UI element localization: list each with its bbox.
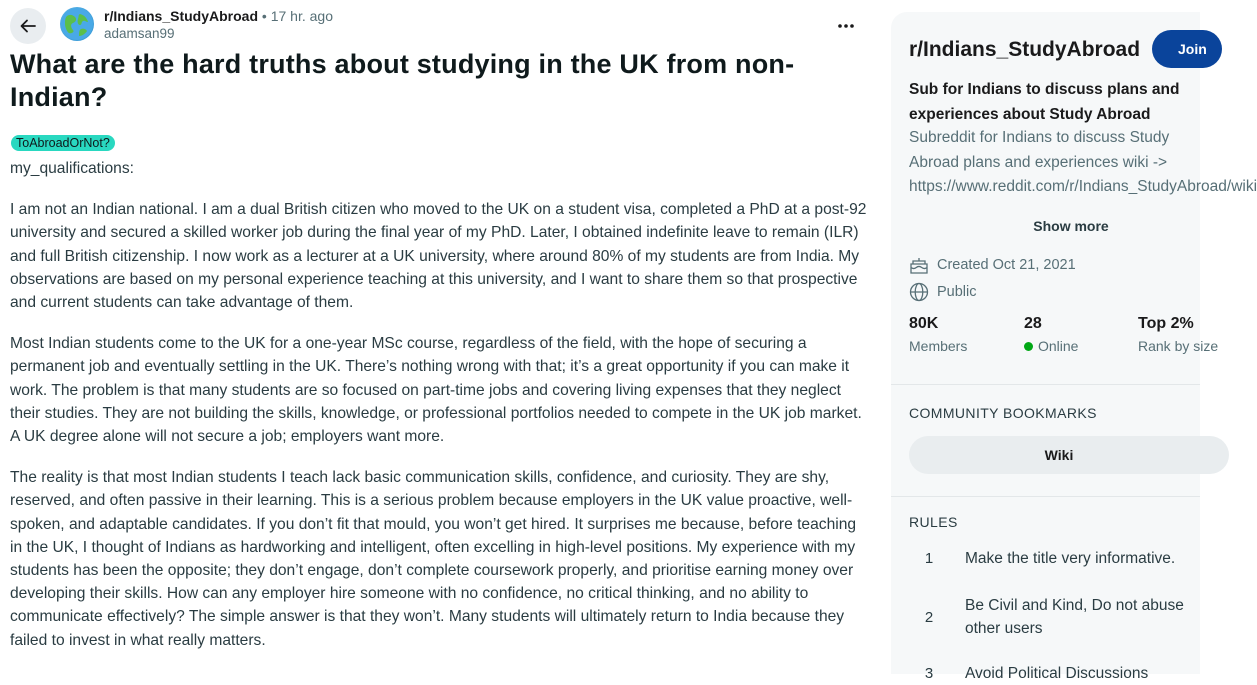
- rule-text: Be Civil and Kind, Do not abuse other users: [965, 597, 1184, 637]
- body-paragraph: Most Indian students come to the UK for a one-year MSc course, regardless of the field, with the hope of securing a permanent job and eventually settling in the UK. There’s nothing wrong with that; it’s a great opportunity if you can make it work. The problem is that many students are so focused on part-time jobs and covering living expenses that they neglect their studies. They are not building the skills, knowledge, or professional portfolios needed to compete in the UK job market. A UK degree alone will not secure a job; employers want more.: [10, 335, 862, 446]
- more-options-button[interactable]: [832, 12, 860, 40]
- rules-heading: RULES: [909, 514, 958, 530]
- rule-item[interactable]: [909, 594, 1209, 640]
- bookmarks-heading: COMMUNITY BOOKMARKS: [909, 405, 1097, 421]
- subreddit-link[interactable]: r/Indians_StudyAbroad: [104, 8, 259, 24]
- rule-number: 2: [924, 608, 934, 626]
- author-link[interactable]: adamsan99: [104, 26, 175, 41]
- stat-label: Rank by size: [1138, 338, 1219, 354]
- visibility-row: [909, 282, 977, 302]
- description-link[interactable]: https://www.reddit.com/r/Indians_StudyAbroad/wiki: [909, 178, 1257, 195]
- more-horizontal-icon: [837, 23, 855, 29]
- globe-icon: [60, 7, 94, 41]
- meta-separator: •: [261, 8, 267, 24]
- sidebar-divider: [891, 496, 1200, 497]
- description-line: Abroad plans and experiences wiki ->: [909, 153, 1168, 171]
- community-sidebar: [891, 12, 1257, 682]
- sidebar-divider: [891, 384, 1200, 385]
- body-paragraph: I am not an Indian national. I am a dual British citizen who moved to the UK on a student visa, completed a PhD at a post-92 university and secured a skilled worker job during the final year of my PhD. Later, I obtained indefinite leave to remain (ILR) and full British citizenship. I now work as a lecturer at a UK university, where around 80% of my students are from India. My observations are based on my personal experience teaching at this university, and I want to share them so that prospective and current students can take advantage of them.: [10, 201, 867, 312]
- rule-item[interactable]: [909, 547, 1209, 570]
- online-indicator-icon: [1024, 342, 1033, 351]
- rule-number: 1: [924, 550, 934, 567]
- community-description: [909, 126, 1257, 200]
- post-header: [10, 4, 870, 44]
- show-more-button[interactable]: Show more: [1033, 218, 1109, 234]
- description-line: Subreddit for Indians to discuss Study: [909, 129, 1170, 146]
- stat-value: 80K: [909, 315, 939, 332]
- globe-outline-icon: [909, 282, 929, 302]
- stat-members: [909, 314, 967, 357]
- rule-text: Avoid Political Discussions: [965, 665, 1149, 682]
- stat-label-row: [1024, 335, 1078, 357]
- post-body: [10, 157, 872, 670]
- subreddit-avatar[interactable]: [60, 7, 94, 41]
- stat-value: Top 2%: [1138, 315, 1194, 332]
- stat-label: Members: [909, 338, 968, 354]
- back-button[interactable]: [10, 8, 46, 44]
- post-flair[interactable]: ToAbroadOrNot?: [11, 135, 115, 151]
- post-meta: [104, 7, 333, 43]
- stat-label: Online: [1038, 338, 1079, 354]
- join-button[interactable]: Join: [1152, 30, 1222, 68]
- post-title: What are the hard truths about studying in the UK from non-Indian?: [10, 49, 795, 112]
- arrow-left-icon: [19, 17, 37, 35]
- created-date: Created Oct 21, 2021: [937, 257, 1076, 273]
- bookmark-wiki-button[interactable]: Wiki: [909, 436, 1229, 474]
- qualifications-line: my_qualifications:: [10, 160, 134, 177]
- community-tagline: Sub for Indians to discuss plans and experiences about Study Abroad: [909, 81, 1180, 123]
- body-paragraph: The reality is that most Indian students I teach lack basic communication skills, confidence, and curiosity. They are shy, reserved, and often passive in their learning. This is a serious problem because employers in the UK value proactive, well-spoken, and adaptable candidates. If you don’t fit that mould, you won’t get hired. It surprises me because, before teaching in the UK, I thought of Indians as hardworking and intelligent, often excelling in high-level positions. My experience with my students has been the opposite; they don’t engage, don’t complete coursework properly, and prioritise earning money over developing their skills. How can any employer hire someone with no confidence, no critical thinking, and no ability to communicate effectively? The simple answer is that they won’t. Many students will ultimately return to India because they failed to invest in what really matters.: [10, 469, 857, 649]
- stat-value: 28: [1024, 315, 1042, 332]
- created-row: [909, 256, 1076, 274]
- visibility-label: Public: [937, 284, 977, 300]
- cake-icon: [909, 256, 929, 274]
- stat-online: [1024, 314, 1078, 357]
- stat-rank: [1138, 314, 1218, 357]
- rule-number: 3: [924, 665, 934, 682]
- community-name[interactable]: r/Indians_StudyAbroad: [909, 38, 1141, 61]
- rule-text: Make the title very informative.: [965, 550, 1176, 567]
- post-age: 17 hr. ago: [270, 8, 333, 24]
- rule-item[interactable]: [909, 662, 1209, 685]
